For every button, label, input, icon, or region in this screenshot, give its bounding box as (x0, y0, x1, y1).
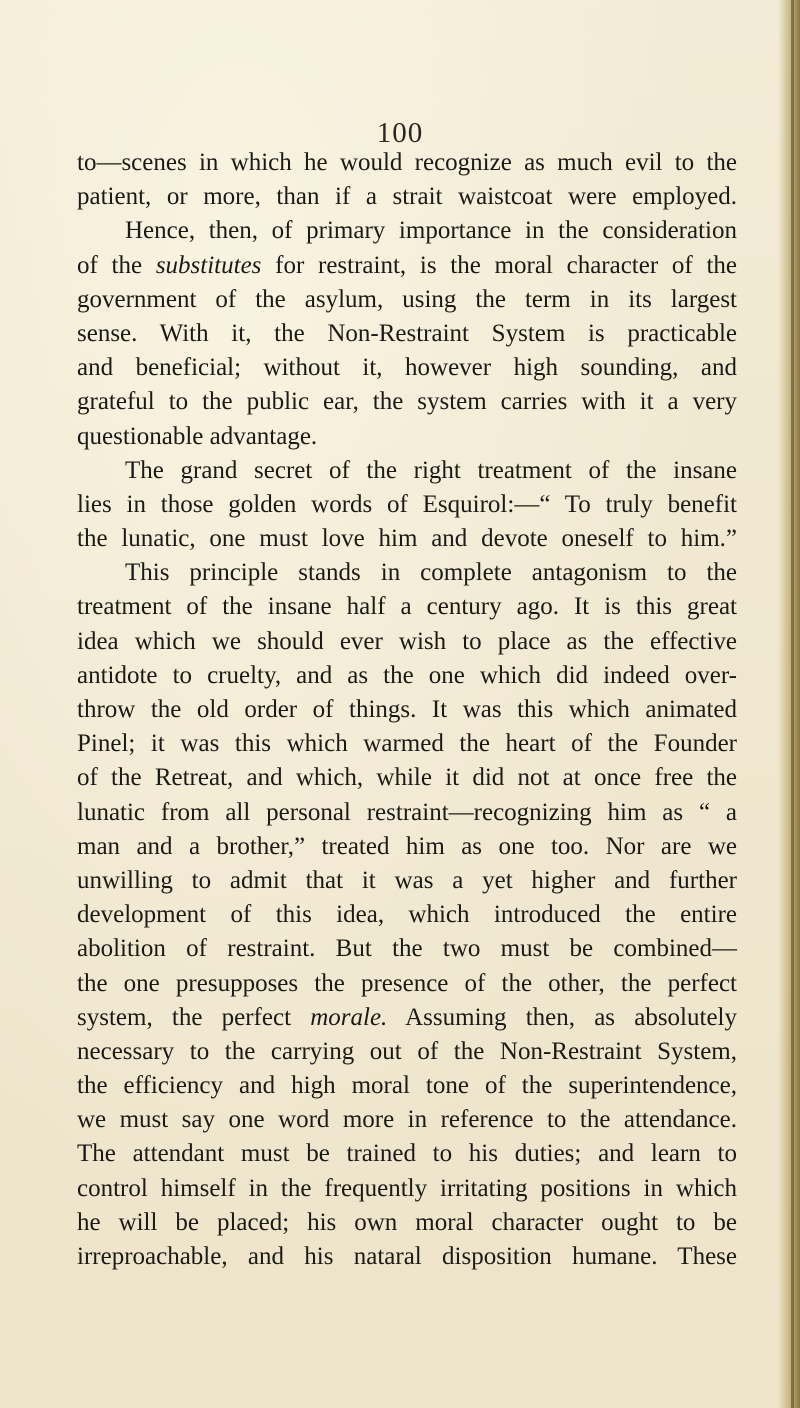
text-line: lunatic from all personal restraint—recognizing him as “ a (77, 798, 737, 826)
text-line: questionable advantage. (77, 422, 318, 450)
text-line: the efficiency and high moral tone of the superintendence, (77, 1072, 737, 1100)
text-line: of the Retreat, and which, while it did not at once free the (77, 764, 737, 792)
text-line: abolition of restraint. But the two must be combined— (77, 935, 737, 963)
text-line: control himself in the frequently irritating positions in which (77, 1174, 737, 1202)
text-line: Pinel; it was this which warmed the heart of the Founder (77, 730, 737, 758)
text-line: The grand secret of the right treatment of the insane (125, 456, 737, 484)
text-line: The attendant must be trained to his duties; and learn to (77, 1140, 737, 1168)
text-line: he will be placed; his own moral character ought to be (77, 1208, 737, 1236)
text-line: throw the old order of things. It was this which animated (77, 696, 737, 723)
italic-text: morale. (310, 1003, 388, 1031)
text-line: idea which we should ever wish to place as the effective (77, 627, 737, 655)
text-line: Hence, then, of primary importance in the consideration (125, 217, 737, 245)
italic-text: substitutes (155, 251, 262, 279)
page-edge-line (791, 0, 794, 1408)
text-line: antidote to cruelty, and as the one which did indeed over- (77, 661, 737, 689)
text-line: the one presupposes the presence of the other, the perfect (77, 969, 737, 997)
text-line: treatment of the insane half a century ago. It is this great (77, 593, 737, 621)
text-line: lies in those golden words of Esquirol:—“ To truly benefit (77, 490, 737, 518)
text-line: necessary to the carrying out of the Non-Restraint System, (77, 1037, 737, 1065)
text-line: we must say one word more in reference to the attendance. (77, 1106, 737, 1134)
text-line: development of this idea, which introduced the entire (77, 901, 737, 929)
text-segment: of the (77, 251, 156, 279)
text-line (77, 249, 737, 283)
text-line: the lunatic, one must love him and devote oneself to him.” (77, 525, 737, 553)
text-line: irreproachable, and his nataral disposition humane. These (77, 1243, 737, 1270)
text-segment: system, the perfect (77, 1003, 311, 1031)
body-text (77, 146, 737, 1274)
text-line: This principle stands in complete antagonism to the (125, 559, 737, 587)
page-edge-shadow (778, 0, 800, 1408)
page-number: 100 (376, 117, 424, 149)
text-line: and beneficial; without it, however high sounding, and (77, 354, 737, 382)
text-line: patient, or more, than if a strait waistcoat were employed. (77, 183, 737, 211)
text-line: grateful to the public ear, the system carries with it a very (77, 388, 737, 416)
text-line (77, 1001, 737, 1035)
text-line: man and a brother,” treated him as one too. Nor are we (77, 832, 737, 860)
text-line: sense. With it, the Non-Restraint System is practicable (77, 319, 737, 347)
text-line: to—scenes in which he would recognize as much evil to the (77, 149, 737, 176)
text-segment: Assuming then, as absolutely (387, 1003, 737, 1031)
text-segment: for restraint, is the moral character of the (261, 251, 737, 279)
text-line: government of the asylum, using the term in its largest (77, 285, 737, 313)
text-line: unwilling to admit that it was a yet higher and further (77, 866, 737, 894)
